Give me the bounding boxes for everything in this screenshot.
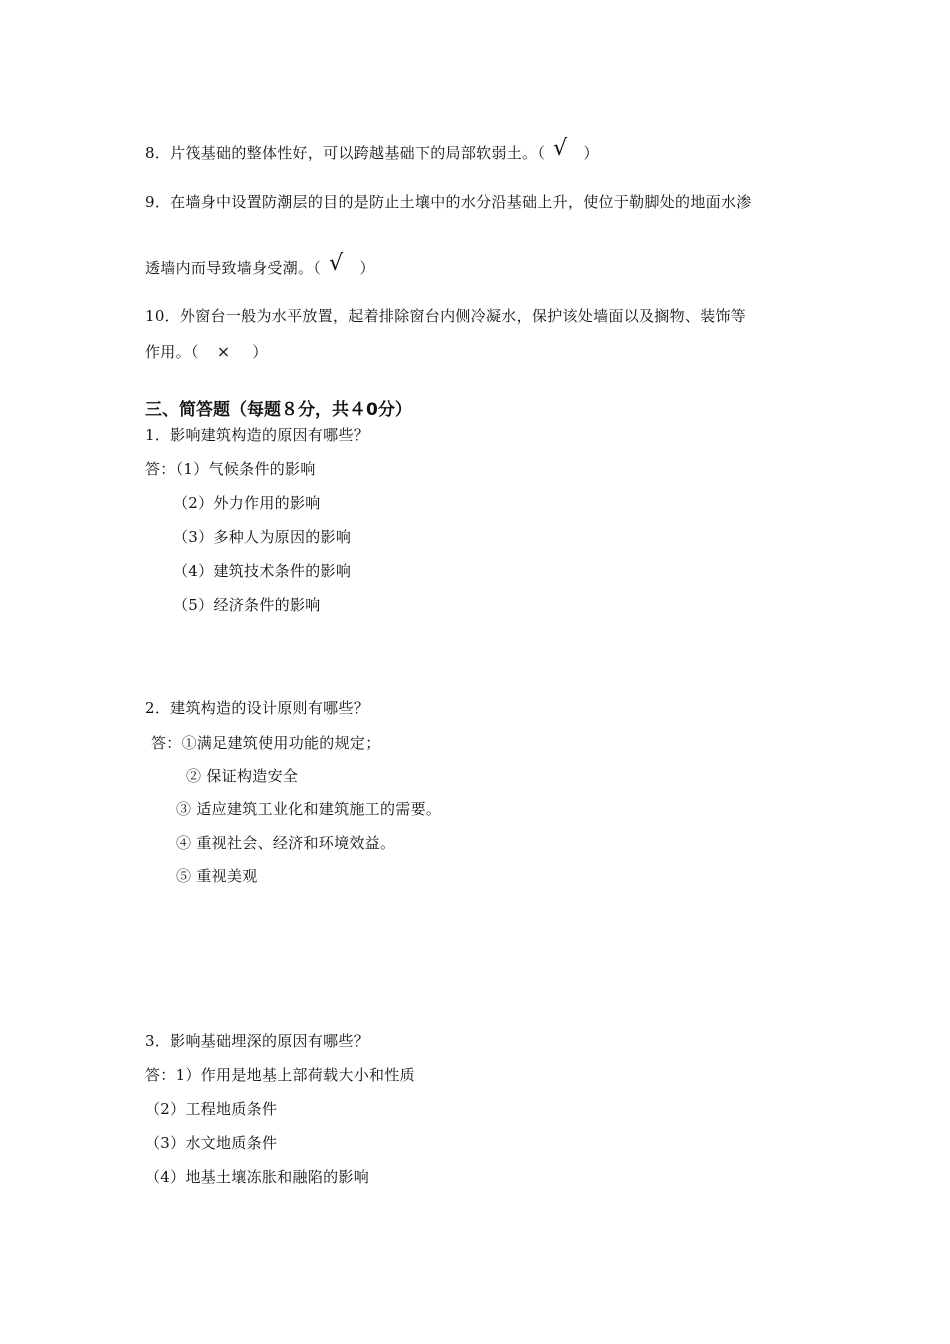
tf-question-9-close: ）	[359, 259, 375, 277]
short-question-1: 1．影响建筑构造的原因有哪些？	[145, 426, 370, 444]
answer-1-item: （3）多种人为原因的影响	[173, 528, 352, 546]
answer-1-item: （2）外力作用的影响	[173, 494, 321, 512]
tf-question-8-close: ）	[583, 144, 599, 162]
answer-2-item: ④ 重视社会、经济和环境效益。	[176, 834, 396, 852]
tf-question-10-line-2	[145, 342, 268, 362]
tf-question-8-text: 8．片筏基础的整体性好，可以跨越基础下的局部软弱土。（	[145, 144, 546, 162]
tf-question-10-text: 作用。（	[145, 343, 199, 361]
answer-3-item: （2）工程地质条件	[145, 1100, 278, 1118]
answer-3-first: 答：1）作用是地基上部荷载大小和性质	[145, 1066, 415, 1084]
answer-3-item: （3）水文地质条件	[145, 1134, 278, 1152]
answer-2-item: ② 保证构造安全	[186, 767, 299, 785]
tf-question-9-line-1: 9．在墙身中设置防潮层的目的是防止土壤中的水分沿基础上升，使位于勒脚处的地面水渗	[145, 193, 752, 211]
tf-question-9-line-2	[145, 251, 375, 278]
tf-question-10-line-1: 10．外窗台一般为水平放置，起着排除窗台内侧冷凝水，保护该处墙面以及搁物、装饰等	[145, 307, 747, 325]
short-question-2: 2．建筑构造的设计原则有哪些？	[145, 699, 370, 717]
tf-question-9-text: 透墙内而导致墙身受潮。（	[145, 259, 322, 277]
short-question-3: 3．影响基础埋深的原因有哪些？	[145, 1032, 370, 1050]
tf-question-8	[145, 136, 599, 163]
cross-mark-icon: ×	[216, 342, 231, 361]
answer-1-item: （5）经济条件的影响	[173, 596, 321, 614]
answer-1-item: （4）建筑技术条件的影响	[173, 562, 352, 580]
section-title: 三、简答题（每题８分，共４0分）	[145, 400, 412, 420]
answer-2-item: ③ 适应建筑工业化和建筑施工的需要。	[176, 800, 442, 818]
answer-2-first: 答：①满足建筑使用功能的规定；	[151, 734, 381, 752]
answer-1-first: 答：（1）气候条件的影响	[145, 460, 316, 478]
tf-question-10-close: ）	[252, 343, 268, 361]
answer-3-item: （4）地基土壤冻胀和融陷的影响	[145, 1168, 370, 1186]
check-mark-icon: √	[553, 136, 568, 161]
answer-2-item: ⑤ 重视美观	[176, 867, 258, 885]
check-mark-icon: √	[329, 251, 344, 276]
